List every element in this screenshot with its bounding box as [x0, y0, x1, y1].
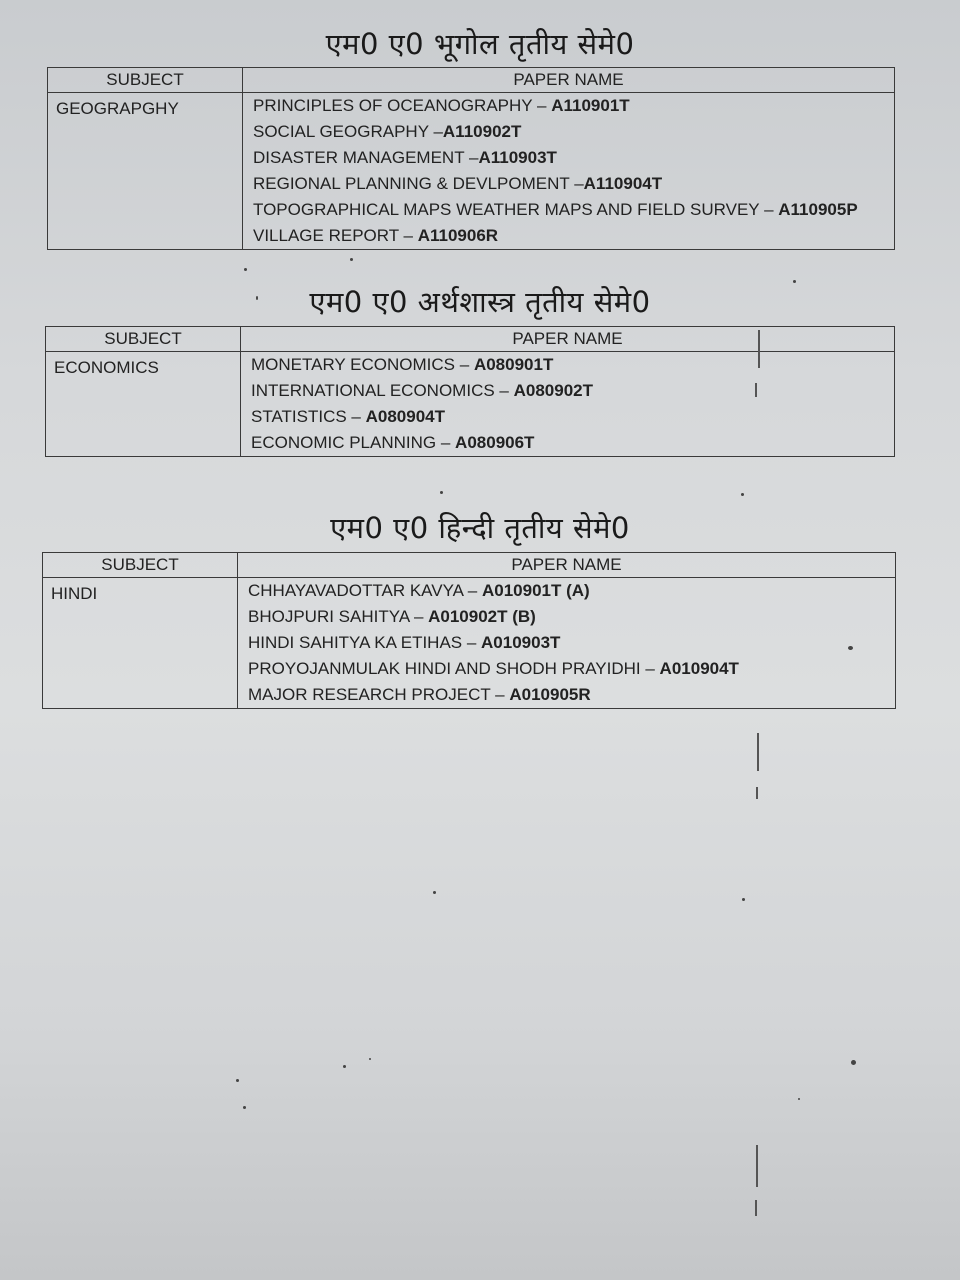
paper-code: A110901T: [551, 96, 630, 115]
paper-name: VILLAGE REPORT –: [253, 226, 418, 245]
list-item: [251, 352, 888, 378]
header-paper-name: PAPER NAME: [241, 327, 895, 352]
paper-code: A010904T: [659, 659, 739, 678]
scan-line-mark: [758, 330, 760, 368]
header-paper-name: PAPER NAME: [243, 68, 895, 93]
scan-speck: [742, 898, 745, 901]
list-item: [248, 630, 889, 656]
paper-code: A080904T: [365, 407, 445, 426]
list-item: [248, 682, 889, 708]
header-subject: SUBJECT: [43, 553, 238, 578]
paper-code: A010905R: [509, 685, 591, 704]
paper-name: INTERNATIONAL ECONOMICS –: [251, 381, 514, 400]
paper-name: PRINCIPLES OF OCEANOGRAPHY –: [253, 96, 552, 115]
subject-name: GEOGRAPGHY: [48, 93, 243, 250]
list-item: [248, 656, 889, 682]
table-row: [43, 578, 896, 709]
section-heading-economics: एम0 ए0 अर्थशास्त्र तृतीय सेमे0: [309, 285, 651, 319]
list-item: [253, 93, 888, 119]
scan-speck: [350, 258, 353, 261]
section-heading-geography: एम0 ए0 भूगोल तृतीय सेमे0: [325, 27, 635, 61]
paper-name: BHOJPURI SAHITYA –: [248, 607, 429, 626]
scan-speck: [236, 1079, 239, 1082]
scan-speck: [243, 1106, 246, 1109]
table-row: [46, 352, 895, 457]
header-subject: SUBJECT: [46, 327, 241, 352]
paper-list: [243, 93, 895, 250]
paper-name: MONETARY ECONOMICS –: [251, 355, 474, 374]
paper-list: [238, 578, 896, 709]
paper-code: A110904T: [583, 174, 663, 193]
scan-speck: [433, 891, 436, 894]
scan-speck: [741, 493, 744, 496]
scan-line-mark: [756, 787, 758, 799]
header-paper-name: PAPER NAME: [238, 553, 896, 578]
list-item: [253, 197, 888, 223]
scan-speck: [798, 1098, 800, 1100]
paper-name: CHHAYAVADOTTAR KAVYA –: [248, 581, 482, 600]
table-header-row: [48, 68, 895, 93]
paper-name: PROYOJANMULAK HINDI AND SHODH PRAYIDHI –: [248, 659, 660, 678]
scan-speck: [256, 296, 258, 300]
scan-line-mark: [756, 1145, 758, 1187]
paper-code: A010903T: [481, 633, 561, 652]
paper-code: A110905P: [778, 200, 858, 219]
scan-line-mark: [757, 733, 759, 771]
list-item: [253, 119, 888, 145]
paper-list: [241, 352, 895, 457]
paper-name: HINDI SAHITYA KA ETIHAS –: [248, 633, 482, 652]
list-item: [251, 430, 888, 456]
paper-name: TOPOGRAPHICAL MAPS WEATHER MAPS AND FIELD SURVEY –: [253, 200, 779, 219]
scan-speck: [851, 1060, 856, 1065]
table-header-row: [46, 327, 895, 352]
table-row: [48, 93, 895, 250]
paper-name: REGIONAL PLANNING & DEVLPOMENT –: [253, 174, 584, 193]
scan-speck: [848, 646, 853, 650]
paper-code: A010901T (A): [481, 581, 590, 600]
list-item: [253, 145, 888, 171]
list-item: [248, 604, 889, 630]
list-item: [253, 223, 888, 249]
paper-name: ECONOMIC PLANNING –: [251, 433, 456, 452]
table-economics: [45, 326, 895, 457]
scan-line-mark: [755, 1200, 757, 1216]
subject-name: HINDI: [43, 578, 238, 709]
scan-speck: [343, 1065, 346, 1068]
table-header-row: [43, 553, 896, 578]
list-item: [251, 404, 888, 430]
scan-speck: [369, 1058, 371, 1060]
section-heading-hindi: एम0 ए0 हिन्दी तृतीय सेमे0: [330, 511, 630, 545]
paper-name: DISASTER MANAGEMENT –: [253, 148, 479, 167]
subject-name: ECONOMICS: [46, 352, 241, 457]
list-item: [248, 578, 889, 604]
paper-name: STATISTICS –: [251, 407, 366, 426]
paper-code: A080902T: [513, 381, 593, 400]
paper-code: A010902T (B): [428, 607, 536, 626]
scan-speck: [793, 280, 796, 283]
paper-code: A110906R: [417, 226, 499, 245]
paper-name: SOCIAL GEOGRAPHY –: [253, 122, 443, 141]
list-item: [253, 171, 888, 197]
table-hindi: [42, 552, 896, 709]
list-item: [251, 378, 888, 404]
paper-name: MAJOR RESEARCH PROJECT –: [248, 685, 510, 704]
paper-code: A110903T: [478, 148, 557, 167]
scan-speck: [244, 268, 247, 271]
paper-code: A080906T: [455, 433, 535, 452]
table-geography: [47, 67, 895, 250]
header-subject: SUBJECT: [48, 68, 243, 93]
paper-code: A110902T: [442, 122, 522, 141]
scan-speck: [440, 491, 443, 494]
paper-code: A080901T: [473, 355, 554, 374]
scan-line-mark: [755, 383, 757, 397]
